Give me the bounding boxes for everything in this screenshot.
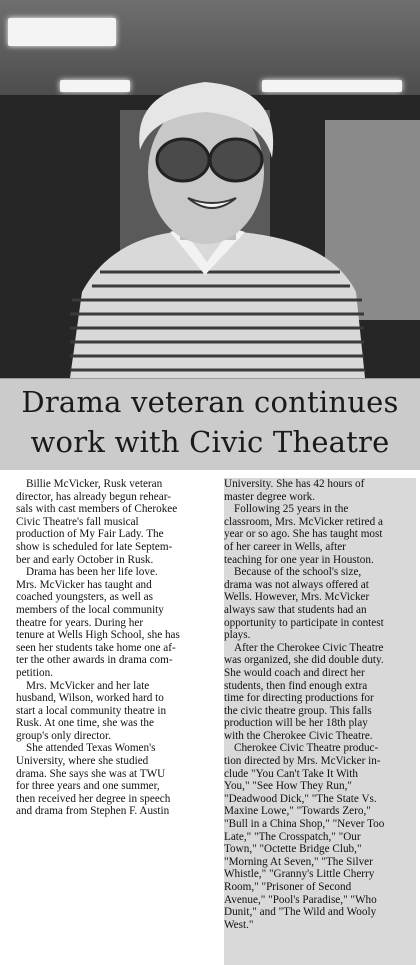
text-line: Maxine Lowe," "Towards Zero," — [224, 805, 371, 818]
text-line: Town," "Octette Bridge Club," — [224, 843, 362, 856]
text-line: production of My Fair Lady. The — [16, 528, 164, 541]
text-line: University. She has 42 hours of — [224, 478, 365, 490]
text-line: Mrs. McVicker and her late — [26, 679, 150, 692]
article-column-left — [16, 478, 208, 852]
text-line: tion directed by Mrs. McVicker in- — [224, 755, 381, 768]
article-paragraph — [16, 742, 208, 818]
article-paragraph — [16, 478, 208, 566]
text-line: coached youngsters, as well as — [16, 591, 154, 604]
text-line: with the Cherokee Civic Theatre. — [224, 729, 373, 742]
text-line: West." — [224, 918, 254, 931]
text-line: start a local community theatre in — [16, 704, 167, 717]
text-line: master degree work. — [224, 490, 316, 503]
text-line: Rusk. At one time, she was the — [16, 717, 154, 730]
text-line: She would coach and direct her — [224, 666, 365, 679]
text-line: then received her degree in speech — [16, 792, 171, 805]
text-line: sals with cast members of Cherokee — [16, 503, 178, 516]
text-line: Whistle," "Granny's Little Cherry — [224, 868, 375, 881]
article-paragraph — [224, 566, 416, 642]
text-line: classroom, Mrs. McVicker retired a — [224, 515, 384, 528]
left-lens — [157, 139, 209, 181]
headline-line-1: Drama veteran continues — [21, 385, 399, 419]
text-line: husband, Wilson, worked hard to — [16, 692, 164, 705]
text-line: director, has already begun rehear- — [16, 490, 171, 503]
text-line: Billie McVicker, Rusk veteran — [26, 478, 163, 490]
article-body — [0, 470, 420, 965]
person-portrait — [0, 0, 420, 378]
text-line: production will be her 18th play — [224, 717, 368, 730]
text-line: theatre for years. During her — [16, 616, 144, 629]
text-line: University, where she studied — [16, 755, 149, 768]
text-line: the civic theatre group. This falls — [224, 704, 372, 717]
headline-line-2: work with Civic Theatre — [30, 425, 390, 459]
text-line: plays. — [224, 629, 251, 642]
text-line: always saw that students had an — [224, 603, 367, 616]
article-column-right — [224, 478, 416, 965]
text-line: drama. She says she was at TWU — [16, 767, 166, 780]
text-line: teaching for one year in Houston. — [224, 553, 374, 566]
text-line: ber and early October in Rusk. — [16, 553, 154, 566]
text-line: year or so ago. She has taught most — [224, 528, 383, 541]
text-line: You," "See How They Run," — [224, 780, 352, 793]
text-line: for three years and one summer, — [16, 780, 160, 793]
text-line: Wells. However, Mrs. McVicker — [224, 591, 370, 604]
text-line: was organized, she did double duty. — [224, 654, 384, 667]
text-line: After the Cherokee Civic Theatre — [234, 641, 384, 654]
portrait-photo — [0, 0, 420, 378]
headline — [0, 378, 420, 471]
text-line: seen her students take home one af- — [16, 641, 176, 654]
text-line: Mrs. McVicker has taught and — [16, 578, 152, 591]
article-paragraph — [224, 503, 416, 566]
text-line: Following 25 years in the — [234, 503, 349, 516]
text-line: "Bull in a China Shop," "Never Too — [224, 818, 385, 831]
text-line: of her career in Wells, after — [224, 540, 346, 553]
text-line: Civic Theatre's fall musical — [16, 515, 139, 528]
text-line: clude "You Can't Take It With — [224, 767, 358, 780]
article-paragraph — [224, 742, 416, 931]
text-line: Because of the school's size, — [234, 566, 362, 579]
text-line: Drama has been her life love. — [26, 566, 158, 579]
text-line: "Deadwood Dick," "The State Vs. — [224, 792, 377, 805]
text-line: ter the other awards in drama com- — [16, 654, 173, 667]
text-line: She attended Texas Women's — [26, 742, 156, 755]
text-line: Cherokee Civic Theatre produc- — [234, 742, 379, 755]
text-line: Late," "The Crosspatch," "Our — [224, 830, 361, 843]
article-paragraph — [224, 478, 416, 503]
text-line: time for directing productions for — [224, 692, 374, 705]
text-line: and drama from Stephen F. Austin — [16, 805, 170, 818]
text-line: Dunit," and "The Wild and Wooly — [224, 906, 377, 919]
article-paragraph — [16, 680, 208, 743]
article-paragraph — [224, 642, 416, 743]
text-line: "Morning At Seven," "The Silver — [224, 855, 373, 868]
text-line: Avenue," "Pool's Paradise," "Who — [224, 893, 377, 906]
text-line: group's only director. — [16, 729, 111, 742]
text-line: drama was not always offered at — [224, 578, 369, 591]
text-line: tenure at Wells High School, she has — [16, 629, 180, 642]
text-line: opportunity to participate in contest — [224, 616, 384, 629]
text-line: show is scheduled for late Septem- — [16, 540, 173, 553]
text-line: petition. — [16, 666, 53, 679]
text-line: students, then find enough extra — [224, 679, 368, 692]
text-line: Room," "Prisoner of Second — [224, 881, 352, 893]
right-lens — [210, 139, 262, 181]
article-paragraph — [16, 566, 208, 679]
text-line: members of the local community — [16, 603, 164, 616]
